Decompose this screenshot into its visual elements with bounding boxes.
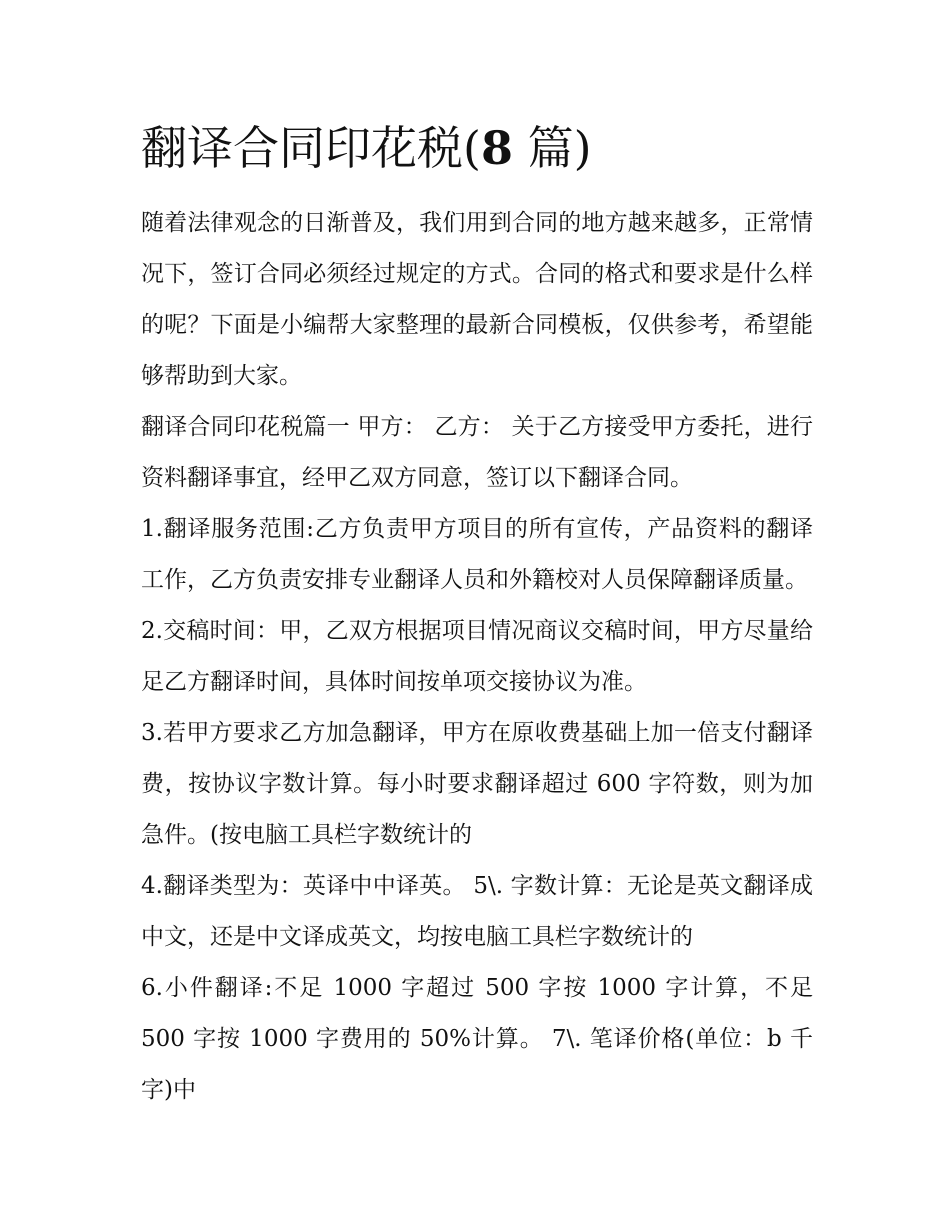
paragraph-clause-3: 3.若甲方要求乙方加急翻译，甲方在原收费基础上加一倍支付翻译费，按协议字数计算。每小时要求翻译超过 600 字符数，则为加急件。(按电脑工具栏字数统计的 — [141, 720, 813, 848]
title-number: 8 — [480, 121, 513, 175]
paragraph-clause-6-7: 6.小件翻译:不足 1000 字超过 500 字按 1000 字计算，不足 500 字按 1000 字费用的 50%计算。 7\. 笔译价格(单位：b 千字)中 — [141, 975, 813, 1103]
paragraph-clause-2: 2.交稿时间：甲，乙双方根据项目情况商议交稿时间，甲方尽量给足乙方翻译时间，具体时间按单项交接协议为准。 — [141, 618, 813, 695]
title-prefix: 翻译合同印花税( — [141, 121, 481, 175]
paragraph-intro: 随着法律观念的日渐普及，我们用到合同的地方越来越多，正常情况下，签订合同必须经过规定的方式。合同的格式和要求是什么样的呢？下面是小编帮大家整理的最新合同模板，仅供参考，希望能够帮助到大家。 — [141, 210, 813, 389]
document-body — [141, 198, 813, 1116]
paragraph-parties: 翻译合同印花税篇一 甲方： 乙方： 关于乙方接受甲方委托，进行资料翻译事宜，经甲乙双方同意，签订以下翻译合同。 — [141, 414, 813, 491]
title-suffix: 篇) — [512, 121, 592, 175]
document-page — [141, 112, 813, 1116]
paragraph-clause-1: 1.翻译服务范围:乙方负责甲方项目的所有宣传，产品资料的翻译工作，乙方负责安排专业翻译人员和外籍校对人员保障翻译质量。 — [141, 516, 813, 593]
paragraph-clause-4-5: 4.翻译类型为：英译中中译英。 5\. 字数计算：无论是英文翻译成中文，还是中文译成英文，均按电脑工具栏字数统计的 — [141, 873, 813, 950]
document-title — [141, 112, 813, 184]
